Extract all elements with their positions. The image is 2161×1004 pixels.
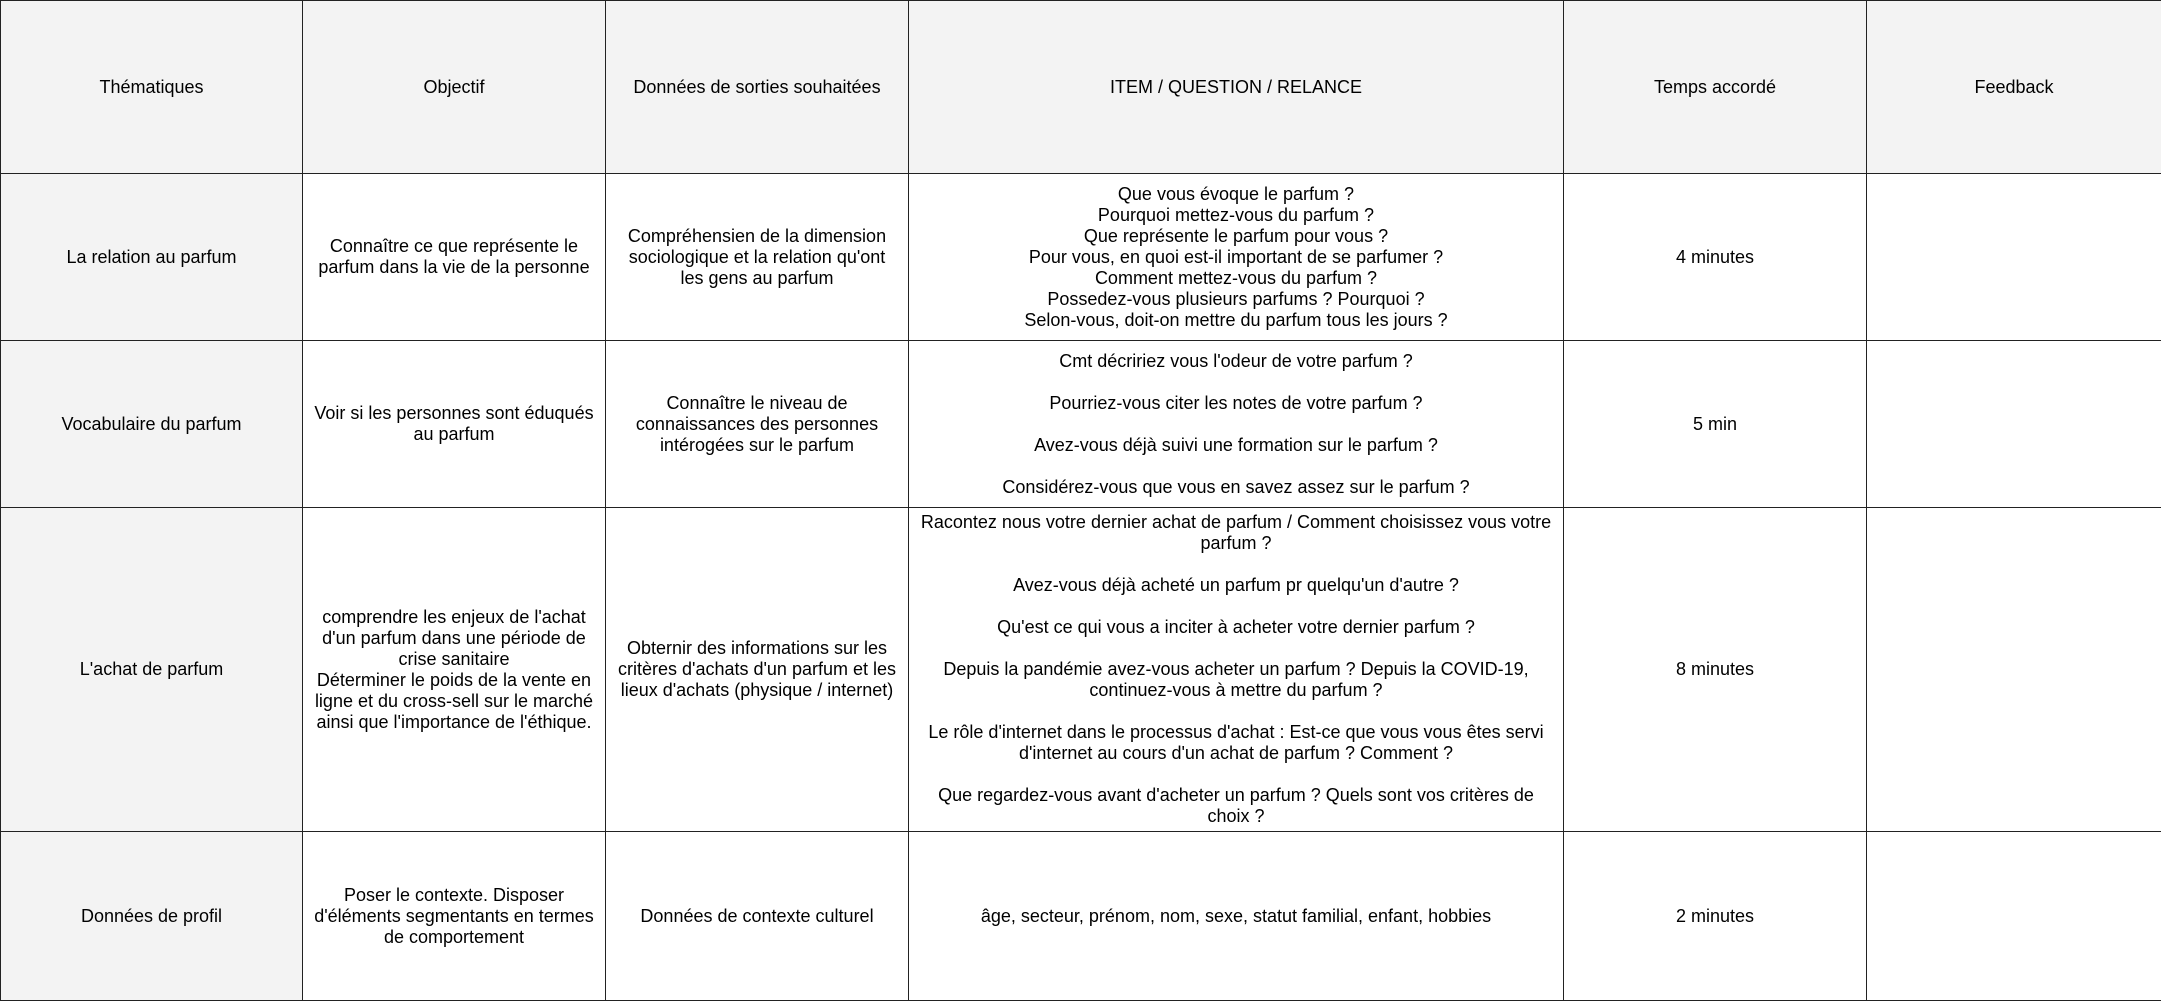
- cell-feedback[interactable]: [1867, 174, 2161, 341]
- cell-donnees[interactable]: Compréhensien de la dimension sociologique et la relation qu'ont les gens au parfum: [606, 174, 909, 341]
- header-feedback: Feedback: [1867, 1, 2161, 174]
- header-item-question-relance: ITEM / QUESTION / RELANCE: [909, 1, 1564, 174]
- cell-items[interactable]: Cmt décririez vous l'odeur de votre parfum ? Pourriez-vous citer les notes de votre parfum ? Avez-vous déjà suivi une formation sur le parfum ? Considérez-vous que vous en savez assez sur le parfum ?: [909, 341, 1564, 508]
- cell-objectif[interactable]: Poser le contexte. Disposer d'éléments segmentants en termes de comportement: [303, 832, 606, 1001]
- cell-feedback[interactable]: [1867, 508, 2161, 832]
- cell-objectif[interactable]: Connaître ce que représente le parfum dans la vie de la personne: [303, 174, 606, 341]
- cell-donnees[interactable]: Données de contexte culturel: [606, 832, 909, 1001]
- cell-temps[interactable]: 5 min: [1564, 341, 1867, 508]
- cell-items[interactable]: âge, secteur, prénom, nom, sexe, statut familial, enfant, hobbies: [909, 832, 1564, 1001]
- cell-feedback[interactable]: [1867, 832, 2161, 1001]
- cell-thematique[interactable]: La relation au parfum: [1, 174, 303, 341]
- table-row: [1, 341, 2161, 508]
- header-objectif: Objectif: [303, 1, 606, 174]
- header-temps-accorde: Temps accordé: [1564, 1, 1867, 174]
- header-thematiques: Thématiques: [1, 1, 303, 174]
- cell-thematique[interactable]: Données de profil: [1, 832, 303, 1001]
- cell-thematique[interactable]: Vocabulaire du parfum: [1, 341, 303, 508]
- cell-items[interactable]: Que vous évoque le parfum ? Pourquoi mettez-vous du parfum ? Que représente le parfum pour vous ? Pour vous, en quoi est-il important de se parfumer ? Comment mettez-vous du parfum ? Possedez-vous plusieurs parfums ? Pourquoi ? Selon-vous, doit-on mettre du parfum tous les jours ?: [909, 174, 1564, 341]
- cell-items[interactable]: Racontez nous votre dernier achat de parfum / Comment choisissez vous votre parfum ? Avez-vous déjà acheté un parfum pr quelqu'un d'autre ? Qu'est ce qui vous a inciter à acheter votre dernier parfum ? Depuis la pandémie avez-vous acheter un parfum ? Depuis la COVID-19, continuez-vous à mettre du parfum ? Le rôle d'internet dans le processus d'achat : Est-ce que vous vous êtes servi d'internet au cours d'un achat de parfum ? Comment ? Que regardez-vous avant d'acheter un parfum ? Quels sont vos critères de choix ?: [909, 508, 1564, 832]
- table-row: [1, 508, 2161, 832]
- cell-temps[interactable]: 8 minutes: [1564, 508, 1867, 832]
- header-donnees-sorties: Données de sorties souhaitées: [606, 1, 909, 174]
- cell-objectif[interactable]: Voir si les personnes sont éduqués au parfum: [303, 341, 606, 508]
- table-row: [1, 174, 2161, 341]
- cell-objectif[interactable]: comprendre les enjeux de l'achat d'un parfum dans une période de crise sanitaire Déterminer le poids de la vente en ligne et du cross-sell sur le marché ainsi que l'importance de l'éthique.: [303, 508, 606, 832]
- cell-temps[interactable]: 4 minutes: [1564, 174, 1867, 341]
- cell-thematique[interactable]: L'achat de parfum: [1, 508, 303, 832]
- cell-donnees[interactable]: Obternir des informations sur les critères d'achats d'un parfum et les lieux d'achats (physique / internet): [606, 508, 909, 832]
- table-row: [1, 832, 2161, 1001]
- header-row: [1, 1, 2161, 174]
- cell-donnees[interactable]: Connaître le niveau de connaissances des personnes intérogées sur le parfum: [606, 341, 909, 508]
- cell-temps[interactable]: 2 minutes: [1564, 832, 1867, 1001]
- cell-feedback[interactable]: [1867, 341, 2161, 508]
